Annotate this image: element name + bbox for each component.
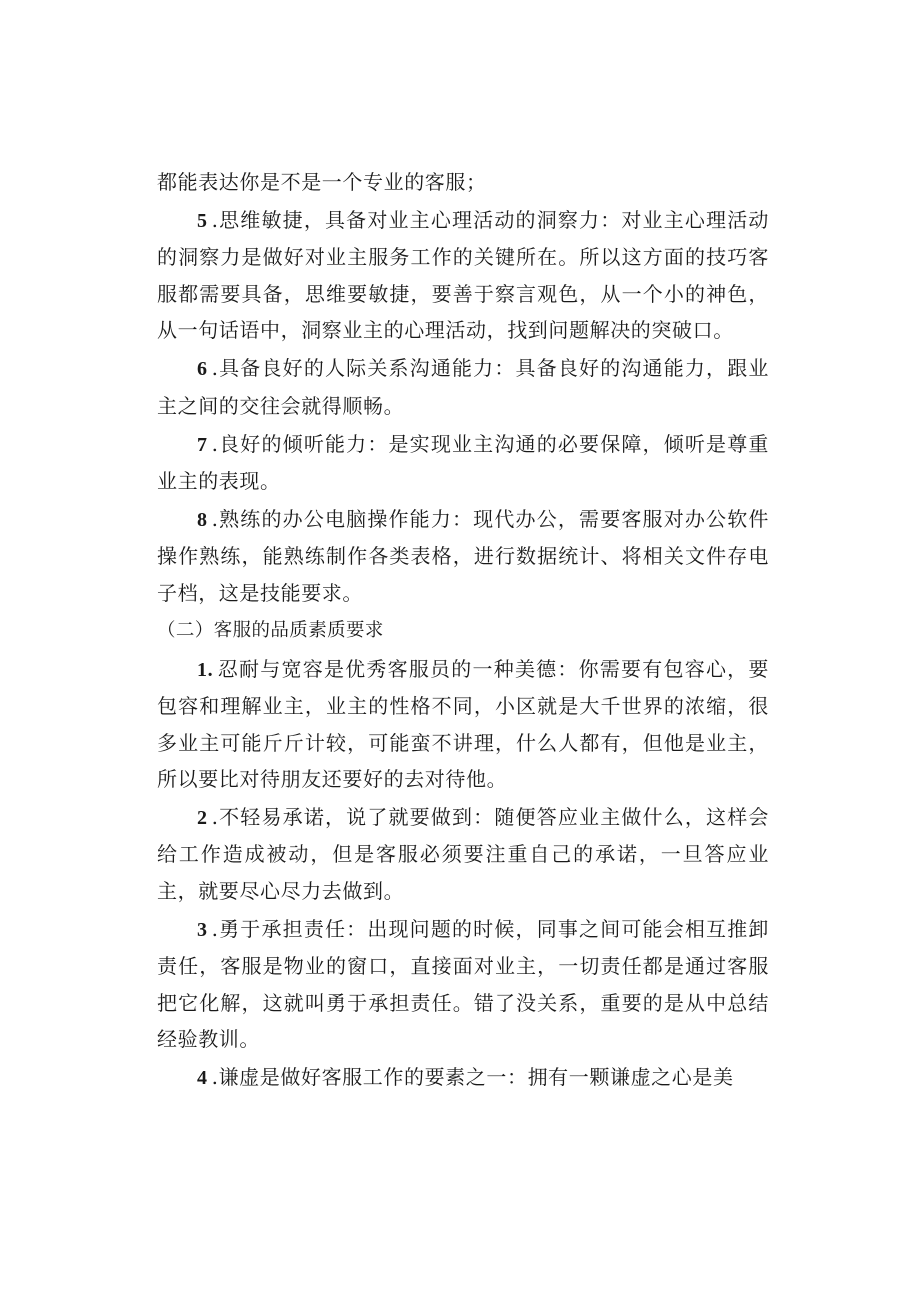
list-item-1 bbox=[157, 651, 769, 798]
item-text: .不轻易承诺，说了就要做到：随便答应业主做什么，这样会给工作造成被动，但是客服必须要注重自己的承诺，一旦答应业主，就要尽心尽力去做到。 bbox=[157, 805, 769, 903]
item-text: .勇于承担责任：出现问题的时候，同事之间可能会相互推卸责任，客服是物业的窗口，直接面对业主，一切责任都是通过客服把它化解，这就叫勇于承担责任。错了没关系，重要的是从中总结经验教训。 bbox=[157, 916, 769, 1052]
item-number: 8 bbox=[197, 509, 208, 532]
paragraph-continuation bbox=[157, 164, 769, 200]
item-text: .思维敏捷，具备对业主心理活动的洞察力：对业主心理活动的洞察力是做好对业主服务工作的关键所在。所以这方面的技巧客服都需要具备，思维要敏捷，要善于察言观色，从一个小的神色，从一句话语中，洞察业主的心理活动，找到问题解决的突破口。 bbox=[157, 208, 769, 343]
list-item-6 bbox=[157, 350, 769, 424]
section-heading bbox=[157, 613, 769, 649]
paragraph-text: 都能表达你是不是一个专业的客服； bbox=[157, 170, 487, 194]
item-number: 6 bbox=[197, 358, 208, 381]
item-number: 5 bbox=[197, 210, 208, 232]
list-item-5 bbox=[157, 202, 769, 349]
item-text: 忍耐与宽容是优秀客服员的一种美德：你需要有包容心，要包容和理解业主，业主的性格不同，小区就是大千世界的浓缩，很多业主可能斤斤计较，可能蛮不讲理，什么人都有，但他是业主，所以要比对待朋友还要好的去对待他。 bbox=[157, 656, 769, 792]
list-item-8 bbox=[157, 501, 769, 611]
document-body bbox=[157, 164, 769, 1098]
item-text: .谦虚是做好客服工作的要素之一：拥有一颗谦虚之心是美 bbox=[211, 1065, 734, 1090]
list-item-7 bbox=[157, 426, 769, 500]
item-number: 3 bbox=[197, 918, 208, 941]
item-text: .熟练的办公电脑操作能力：现代办公，需要客服对办公软件操作熟练，能熟练制作各类表格，进行数据统计、将相关文件存电子档，这是技能要求。 bbox=[157, 507, 769, 605]
list-item-2 bbox=[157, 799, 769, 909]
item-number: 7 bbox=[197, 433, 208, 456]
item-text: .良好的倾听能力：是实现业主沟通的必要保障，倾听是尊重业主的表现。 bbox=[157, 431, 769, 494]
item-number: 4 bbox=[197, 1067, 208, 1090]
list-item-4 bbox=[157, 1059, 769, 1096]
item-number: 2 bbox=[197, 807, 208, 830]
list-item-3 bbox=[157, 911, 769, 1058]
section-heading-text: （二）客服的品质素质要求 bbox=[157, 619, 384, 641]
item-text: .具备良好的人际关系沟通能力：具备良好的沟通能力，跟业主之间的交往会就得顺畅。 bbox=[157, 356, 769, 418]
item-number: 1. bbox=[197, 658, 214, 681]
